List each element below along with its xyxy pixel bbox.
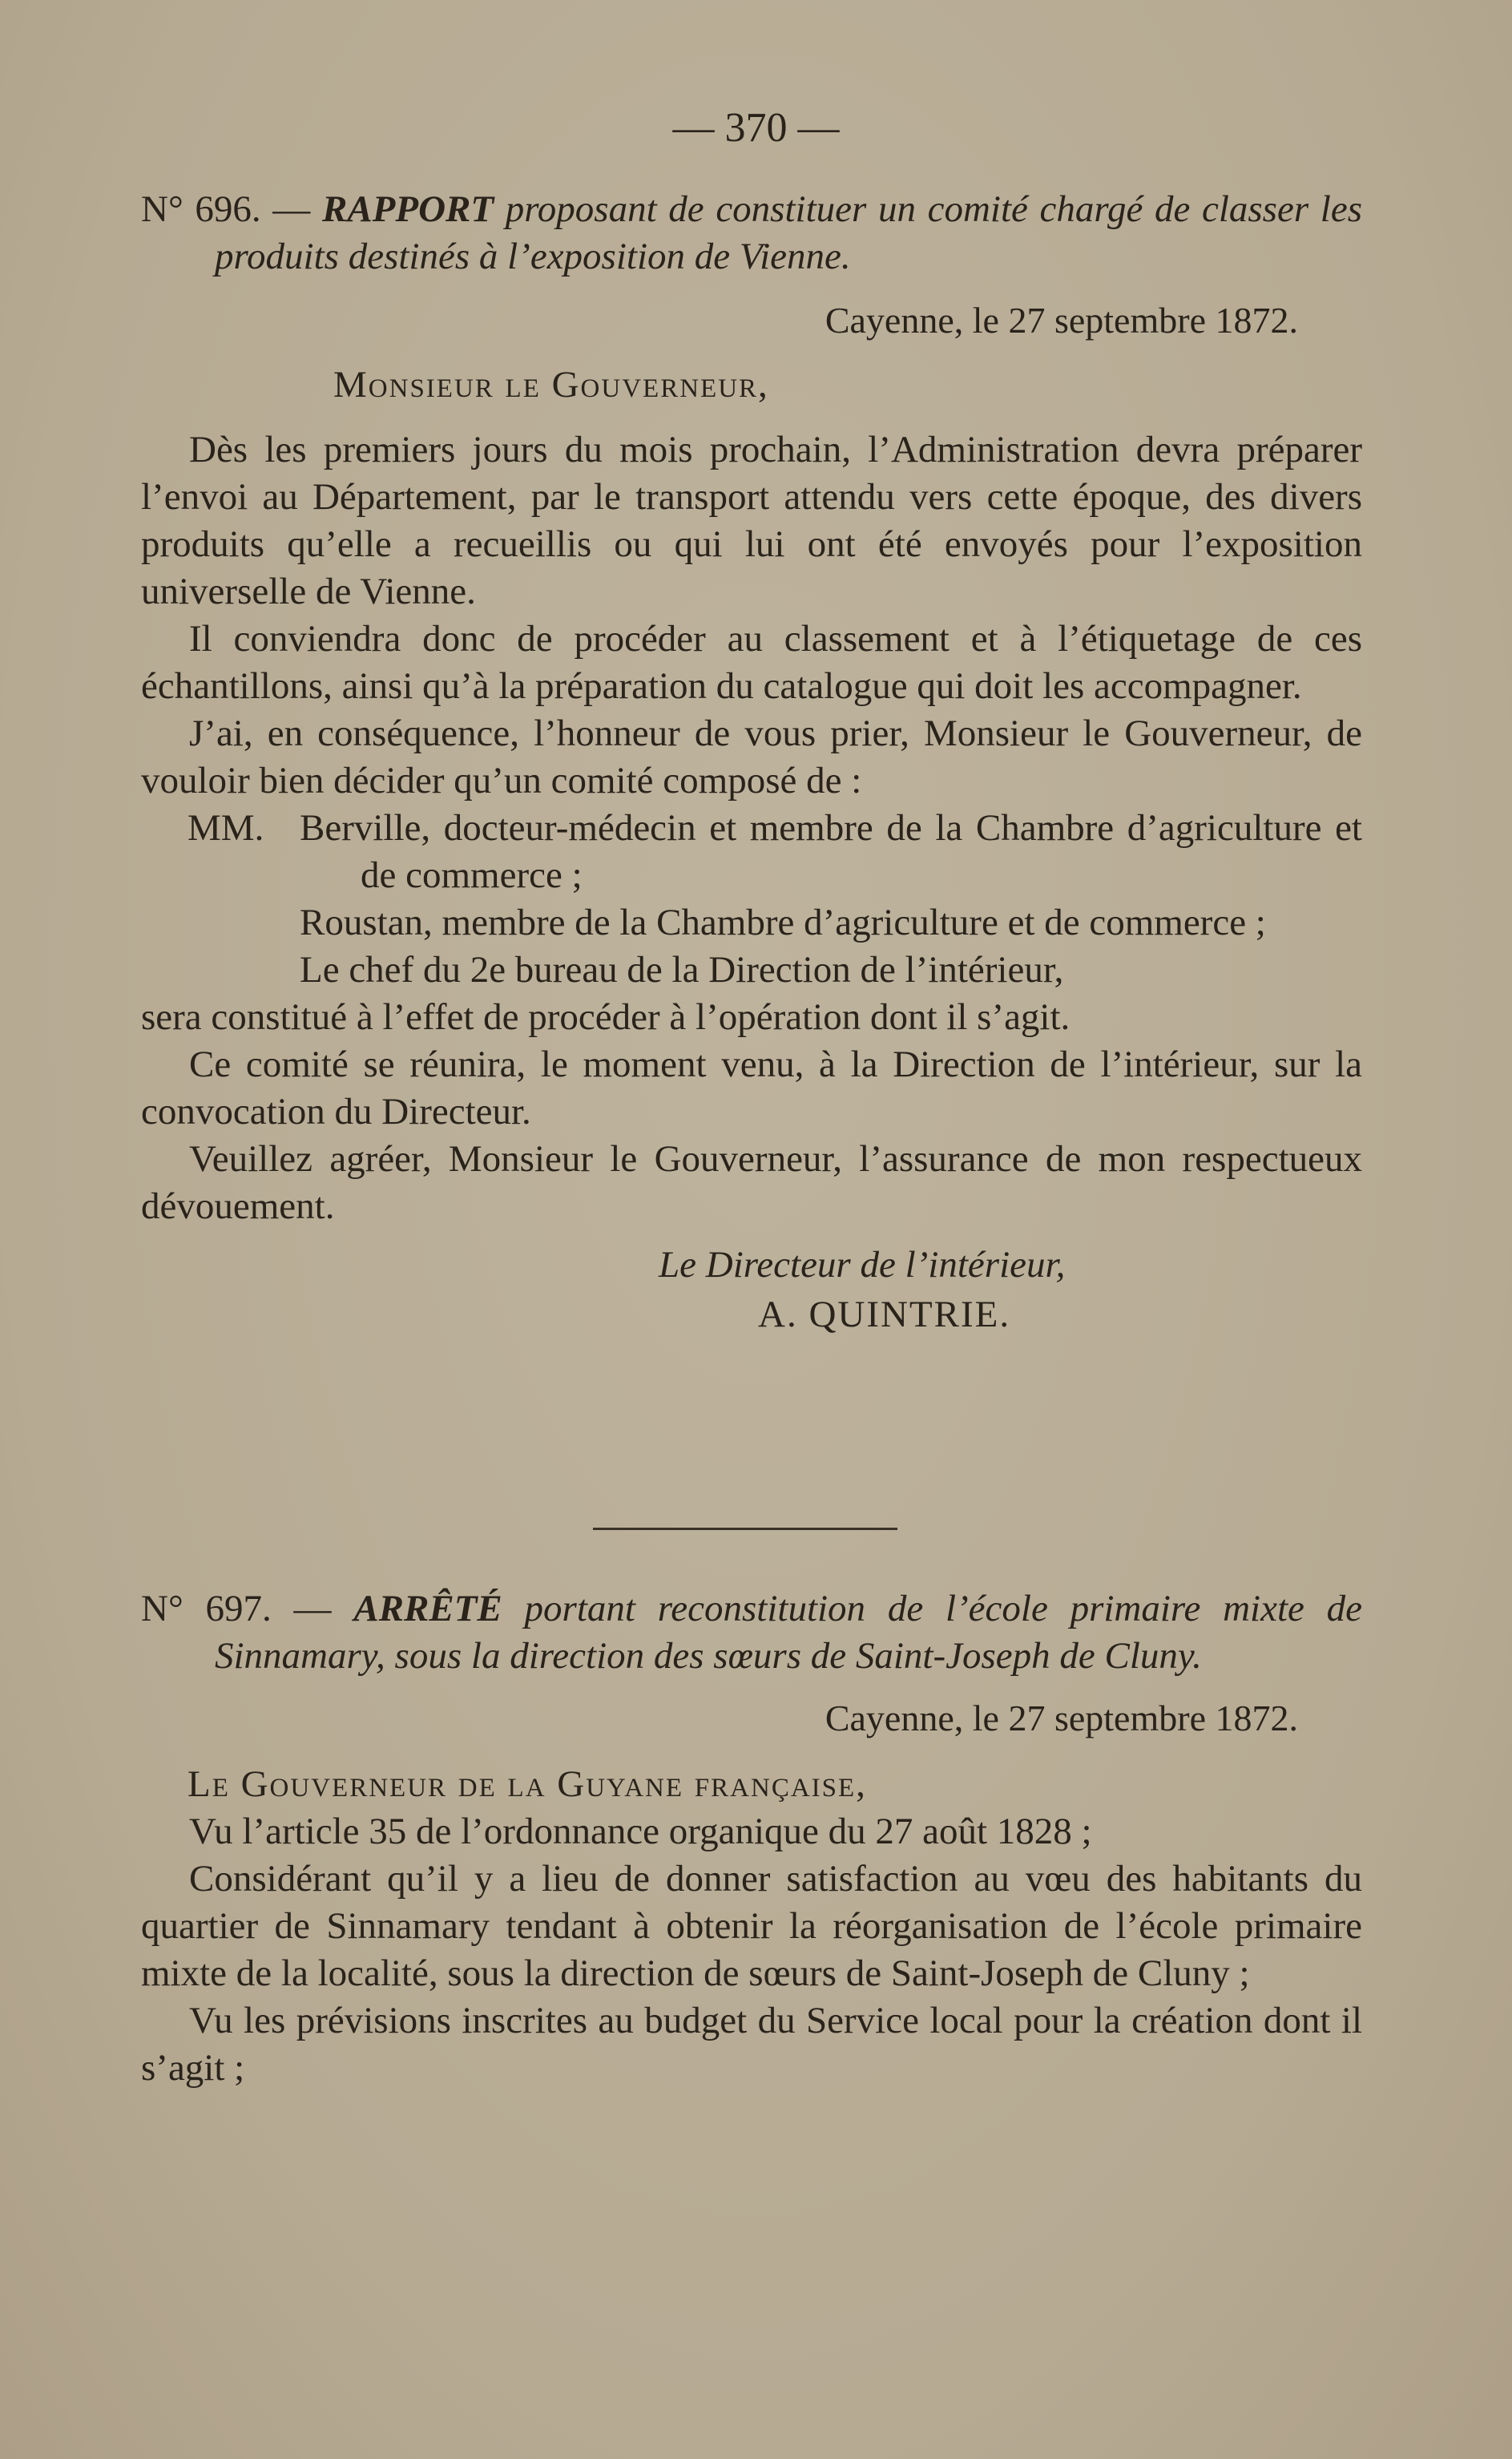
heading-697 <box>141 1585 1362 1680</box>
opening-697: Le Gouverneur de la Guyane française, <box>187 1763 867 1805</box>
signature-title: Le Directeur de l’intérieur, <box>659 1244 1066 1286</box>
place-date-696: Cayenne, le 27 septembre 1872. <box>825 300 1298 341</box>
member-2: Roustan, membre de la Chambre d’agriculture et de commerce ; <box>300 902 1266 943</box>
paragraph-697-1: Vu l’article 35 de l’ordonnance organique du 27 août 1828 ; <box>189 1811 1092 1852</box>
paragraph-697-3: Vu les prévisions inscrites au budget du Service local pour la création dont il s’agit ; <box>141 2000 1362 2089</box>
signature-name: A. QUINTRIE. <box>758 1294 1011 1335</box>
paragraph-696-2: Il conviendra donc de procéder au classement et à l’étiquetage de ces échantillons, ainsi qu’à la préparation du catalogue qui doit les accompagner. <box>141 618 1362 707</box>
page-number: — 370 — <box>672 105 840 151</box>
doc-title-696: proposant de constituer un comité chargé de classer les produits destinés à l’exposition de Vienne. <box>215 188 1362 277</box>
paragraph-697-2: Considérant qu’il y a lieu de donner satisfaction au vœu des habitants du quartier de Sinnamary tendant à obtenir la réorganisation de l’école primaire mixte de la localité, sous la direction de sœurs de Saint-Joseph de Cluny ; <box>141 1858 1362 1994</box>
member-3: Le chef du 2e bureau de la Direction de l’intérieur, <box>300 949 1064 991</box>
paragraph-696-1: Dès les premiers jours du mois prochain, l’Administration devra préparer l’envoi au Département, par le transport attendu vers cette époque, des divers produits qu’elle a recueillis ou qui lui ont été envoyés pour l’exposition universelle de Vienne. <box>141 429 1362 612</box>
heading-696 <box>141 186 1362 281</box>
paragraph-696-3: J’ai, en conséquence, l’honneur de vous prier, Monsieur le Gouverneur, de vouloir bien décider qu’un comité composé de : <box>141 713 1362 801</box>
paragraph-696-6: Veuillez agréer, Monsieur le Gouverneur, l’assurance de mon respectueux dévouement. <box>141 1138 1362 1227</box>
report-696 <box>141 186 1362 1339</box>
place-date-697: Cayenne, le 27 septembre 1872. <box>825 1698 1298 1738</box>
decree-697 <box>141 1585 1362 2092</box>
paragraph-696-4: sera constitué à l’effet de procéder à l’opération dont il s’agit. <box>141 996 1070 1038</box>
mm-label: MM. <box>187 807 264 849</box>
member-1: Berville, docteur-médecin et membre de la Chambre d’agriculture et de commerce ; <box>300 807 1362 896</box>
section-divider <box>593 1528 897 1530</box>
doc-type-697: ARRÊTÉ <box>353 1588 502 1629</box>
doc-title-697: portant reconstitution de l’école primaire mixte de Sinnamary, sous la direction des sœurs de Saint-Joseph de Cluny. <box>215 1588 1362 1677</box>
salutation-696: Monsieur le Gouverneur, <box>333 364 769 406</box>
member-list <box>141 805 1362 994</box>
doc-type-696: RAPPORT <box>321 188 494 230</box>
paragraph-696-5: Ce comité se réunira, le moment venu, à la Direction de l’intérieur, sur la convocation du Directeur. <box>141 1044 1362 1133</box>
doc-number-696: N° 696. — <box>141 188 311 230</box>
doc-number-697: N° 697. — <box>141 1588 332 1629</box>
